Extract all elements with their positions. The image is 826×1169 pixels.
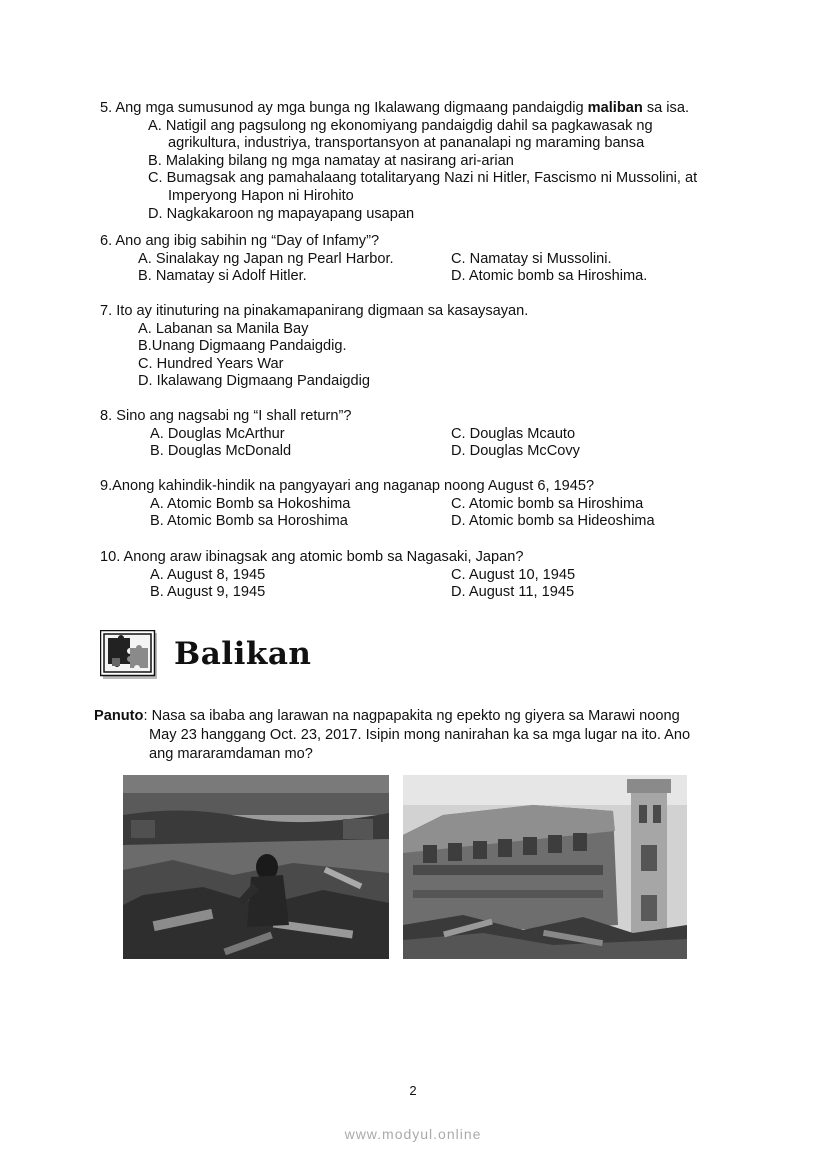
option-c: C. August 10, 1945 xyxy=(451,566,576,583)
option-a-continued: agrikultura, industriya, transportansyon at pananalapi ng maraming bansa xyxy=(168,135,645,152)
option-a: A. Labanan sa Manila Bay xyxy=(138,320,309,337)
option-c: C. Bumagsak ang pamahalaang totalitaryang Nazi ni Hitler, Fascismo ni Mussolini, at xyxy=(148,170,698,187)
question-stem: 6. Ano ang ibig sabihin ng “Day of Infamy”? xyxy=(100,233,380,249)
option-c: C. Atomic bomb sa Hiroshima xyxy=(451,495,644,512)
question-stem: 8. Sino ang nagsabi ng “I shall return”? xyxy=(100,408,352,424)
option-c: C. Namatay si Mussolini. xyxy=(451,250,612,267)
question-7 xyxy=(100,303,528,391)
option-a: A. August 8, 1945 xyxy=(150,566,266,583)
question-5 xyxy=(100,100,697,223)
option-d: D. Atomic bomb sa Hideoshima xyxy=(451,513,655,530)
question-10 xyxy=(100,549,711,602)
watermark: www.modyul.online xyxy=(344,1126,482,1142)
instruction-line-3: ang mararamdaman mo? xyxy=(149,746,313,762)
instruction-line-2: May 23 hanggang Oct. 23, 2017. Isipin mong nanirahan ka sa mga lugar na ito. Ano xyxy=(149,727,691,743)
option-c-continued: Imperyong Hapon ni Hirohito xyxy=(168,187,354,204)
instruction-paragraph xyxy=(94,707,734,764)
option-b: B. August 9, 1945 xyxy=(150,584,266,601)
question-9 xyxy=(100,478,711,531)
option-c: C. Douglas Mcauto xyxy=(451,425,576,442)
question-6 xyxy=(100,233,711,286)
question-8 xyxy=(100,408,711,461)
instruction-label: Panuto xyxy=(94,708,144,724)
option-b: B. Malaking bilang ng mga namatay at nasirang ari-arian xyxy=(148,152,514,169)
puzzle-icon xyxy=(100,630,158,680)
option-d: D. August 11, 1945 xyxy=(451,584,575,601)
option-b: B. Atomic Bomb sa Horoshima xyxy=(150,513,348,530)
section-title: Balikan xyxy=(174,636,312,672)
option-d: D. Nagkakaroon ng mapayapang usapan xyxy=(148,205,415,222)
instruction-line-1: : Nasa sa ibaba ang larawan na nagpapakita ng epekto ng giyera sa Marawi noong xyxy=(143,708,680,724)
option-d: D. Douglas McCovy xyxy=(451,443,580,460)
option-a: A. Douglas McArthur xyxy=(150,425,285,442)
question-stem: 7. Ito ay itinuturing na pinakamapanirang digmaan sa kasaysayan. xyxy=(100,303,529,319)
option-d: D. Atomic bomb sa Hiroshima. xyxy=(451,268,648,285)
page-number: 2 xyxy=(409,1083,417,1098)
option-c: C. Hundred Years War xyxy=(138,355,284,372)
option-b: B. Namatay si Adolf Hitler. xyxy=(138,268,307,285)
option-a: A. Sinalakay ng Japan ng Pearl Harbor. xyxy=(138,250,394,267)
option-b: B.Unang Digmaang Pandaigdig. xyxy=(138,338,347,355)
question-stem: 5. Ang mga sumusunod ay mga bunga ng Ikalawang digmaang pandaigdig maliban sa isa. xyxy=(100,100,690,116)
option-b: B. Douglas McDonald xyxy=(150,443,292,460)
war-damage-photo-right xyxy=(403,775,687,959)
option-d: D. Ikalawang Digmaang Pandaigdig xyxy=(138,373,371,390)
question-stem: 9.Anong kahindik-hindik na pangyayari ang naganap noong August 6, 1945? xyxy=(100,478,595,494)
war-damage-photo-left xyxy=(123,775,389,959)
option-a: A. Natigil ang pagsulong ng ekonomiyang pandaigdig dahil sa pagkawasak ng xyxy=(148,117,653,134)
emphasis-word: maliban xyxy=(587,100,643,116)
option-a: A. Atomic Bomb sa Hokoshima xyxy=(150,495,351,512)
question-stem: 10. Anong araw ibinagsak ang atomic bomb sa Nagasaki, Japan? xyxy=(100,549,524,565)
